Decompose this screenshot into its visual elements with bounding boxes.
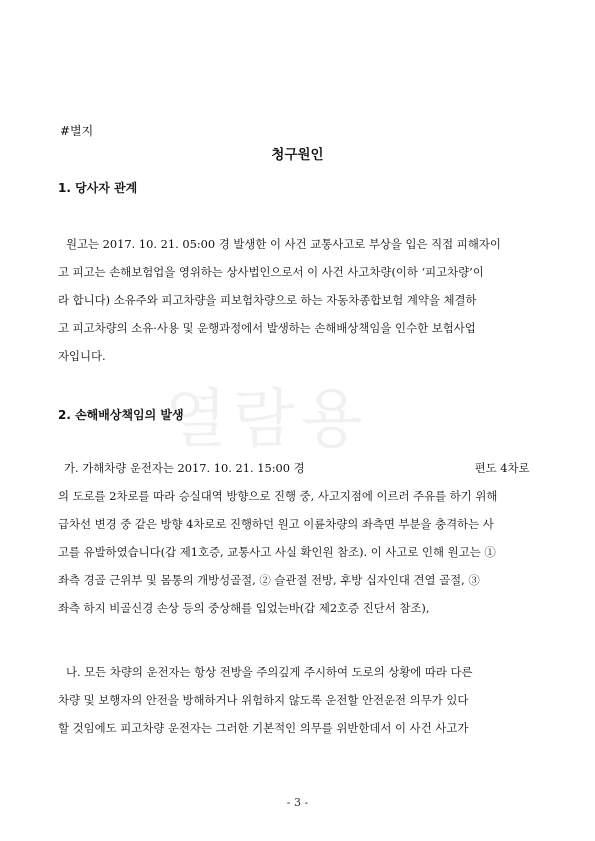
- watermark: 열람용: [165, 383, 369, 457]
- paragraph-line: 고를 유발하였습니다(갑 제1호증, 교통사고 사실 확인원 참조). 이 사고로 인해 원고는 ①: [58, 545, 496, 559]
- annex-label: #별지: [60, 124, 94, 138]
- paragraph-line-start: 가. 가해차량 운전자는 2017. 10. 21. 15:00 경: [64, 461, 305, 475]
- paragraph-line: 고 피고는 손해보험업을 영위하는 상사법인으로서 이 사건 사고차량(이하 ‘피고차량’이: [58, 265, 484, 279]
- paragraph-line-end: 편도 4차로: [474, 461, 530, 475]
- paragraph-line: 자입니다.: [58, 349, 106, 363]
- paragraph-line: 차량 및 보행자의 안전을 방해하거나 위험하지 않도록 운전할 안전운전 의무가 있다: [58, 693, 469, 707]
- section-2-heading: 2. 손해배상책임의 발생: [58, 408, 184, 422]
- page-number: - 3 -: [286, 796, 309, 809]
- paragraph-line: 라 합니다) 소유주와 피고차량을 피보험차량으로 하는 자동차종합보험 계약을 체결하: [58, 293, 477, 307]
- paragraph-line: 급차선 변경 중 같은 방향 4차로로 진행하던 원고 이륜차량의 좌측면 부분을 충격하는 사: [58, 517, 494, 531]
- paragraph-line: 나. 모든 차량의 운전자는 항상 전방을 주의깊게 주시하여 도로의 상황에 따라 다른: [66, 665, 473, 679]
- section-2-paragraph-b: [58, 658, 538, 742]
- paragraph-line: 원고는 2017. 10. 21. 05:00 경 발생한 이 사건 교통사고로 부상을 입은 직접 피해자이: [66, 237, 501, 251]
- page-title: 청구원인: [271, 147, 324, 163]
- paragraph-line: 고 피고차량의 소유·사용 및 운행과정에서 발생하는 손해배상책임을 인수한 보험사업: [58, 321, 476, 335]
- paragraph-line: 좌측 하지 비골신경 손상 등의 중상해를 입었는바(갑 제2호증 진단서 참조),: [58, 601, 430, 615]
- paragraph-line: 의 도로를 2차로를 따라 승실대역 방향으로 진행 중, 사고지점에 이르러 주유를 하기 위해: [58, 489, 498, 503]
- paragraph-line: 할 것임에도 피고차량 운전자는 그러한 기본적인 의무를 위반한데서 이 사건 사고가: [58, 721, 469, 735]
- paragraph-line: 좌측 경골 근위부 및 몸통의 개방성골절, ② 슬관절 전방, 후방 십자인대 견열 골절, ③: [58, 573, 480, 587]
- section-1-paragraph: [58, 230, 538, 370]
- section-2-paragraph-a: [58, 454, 538, 622]
- section-1-heading: 1. 당사자 관계: [58, 181, 138, 195]
- paragraph-line: [58, 454, 538, 482]
